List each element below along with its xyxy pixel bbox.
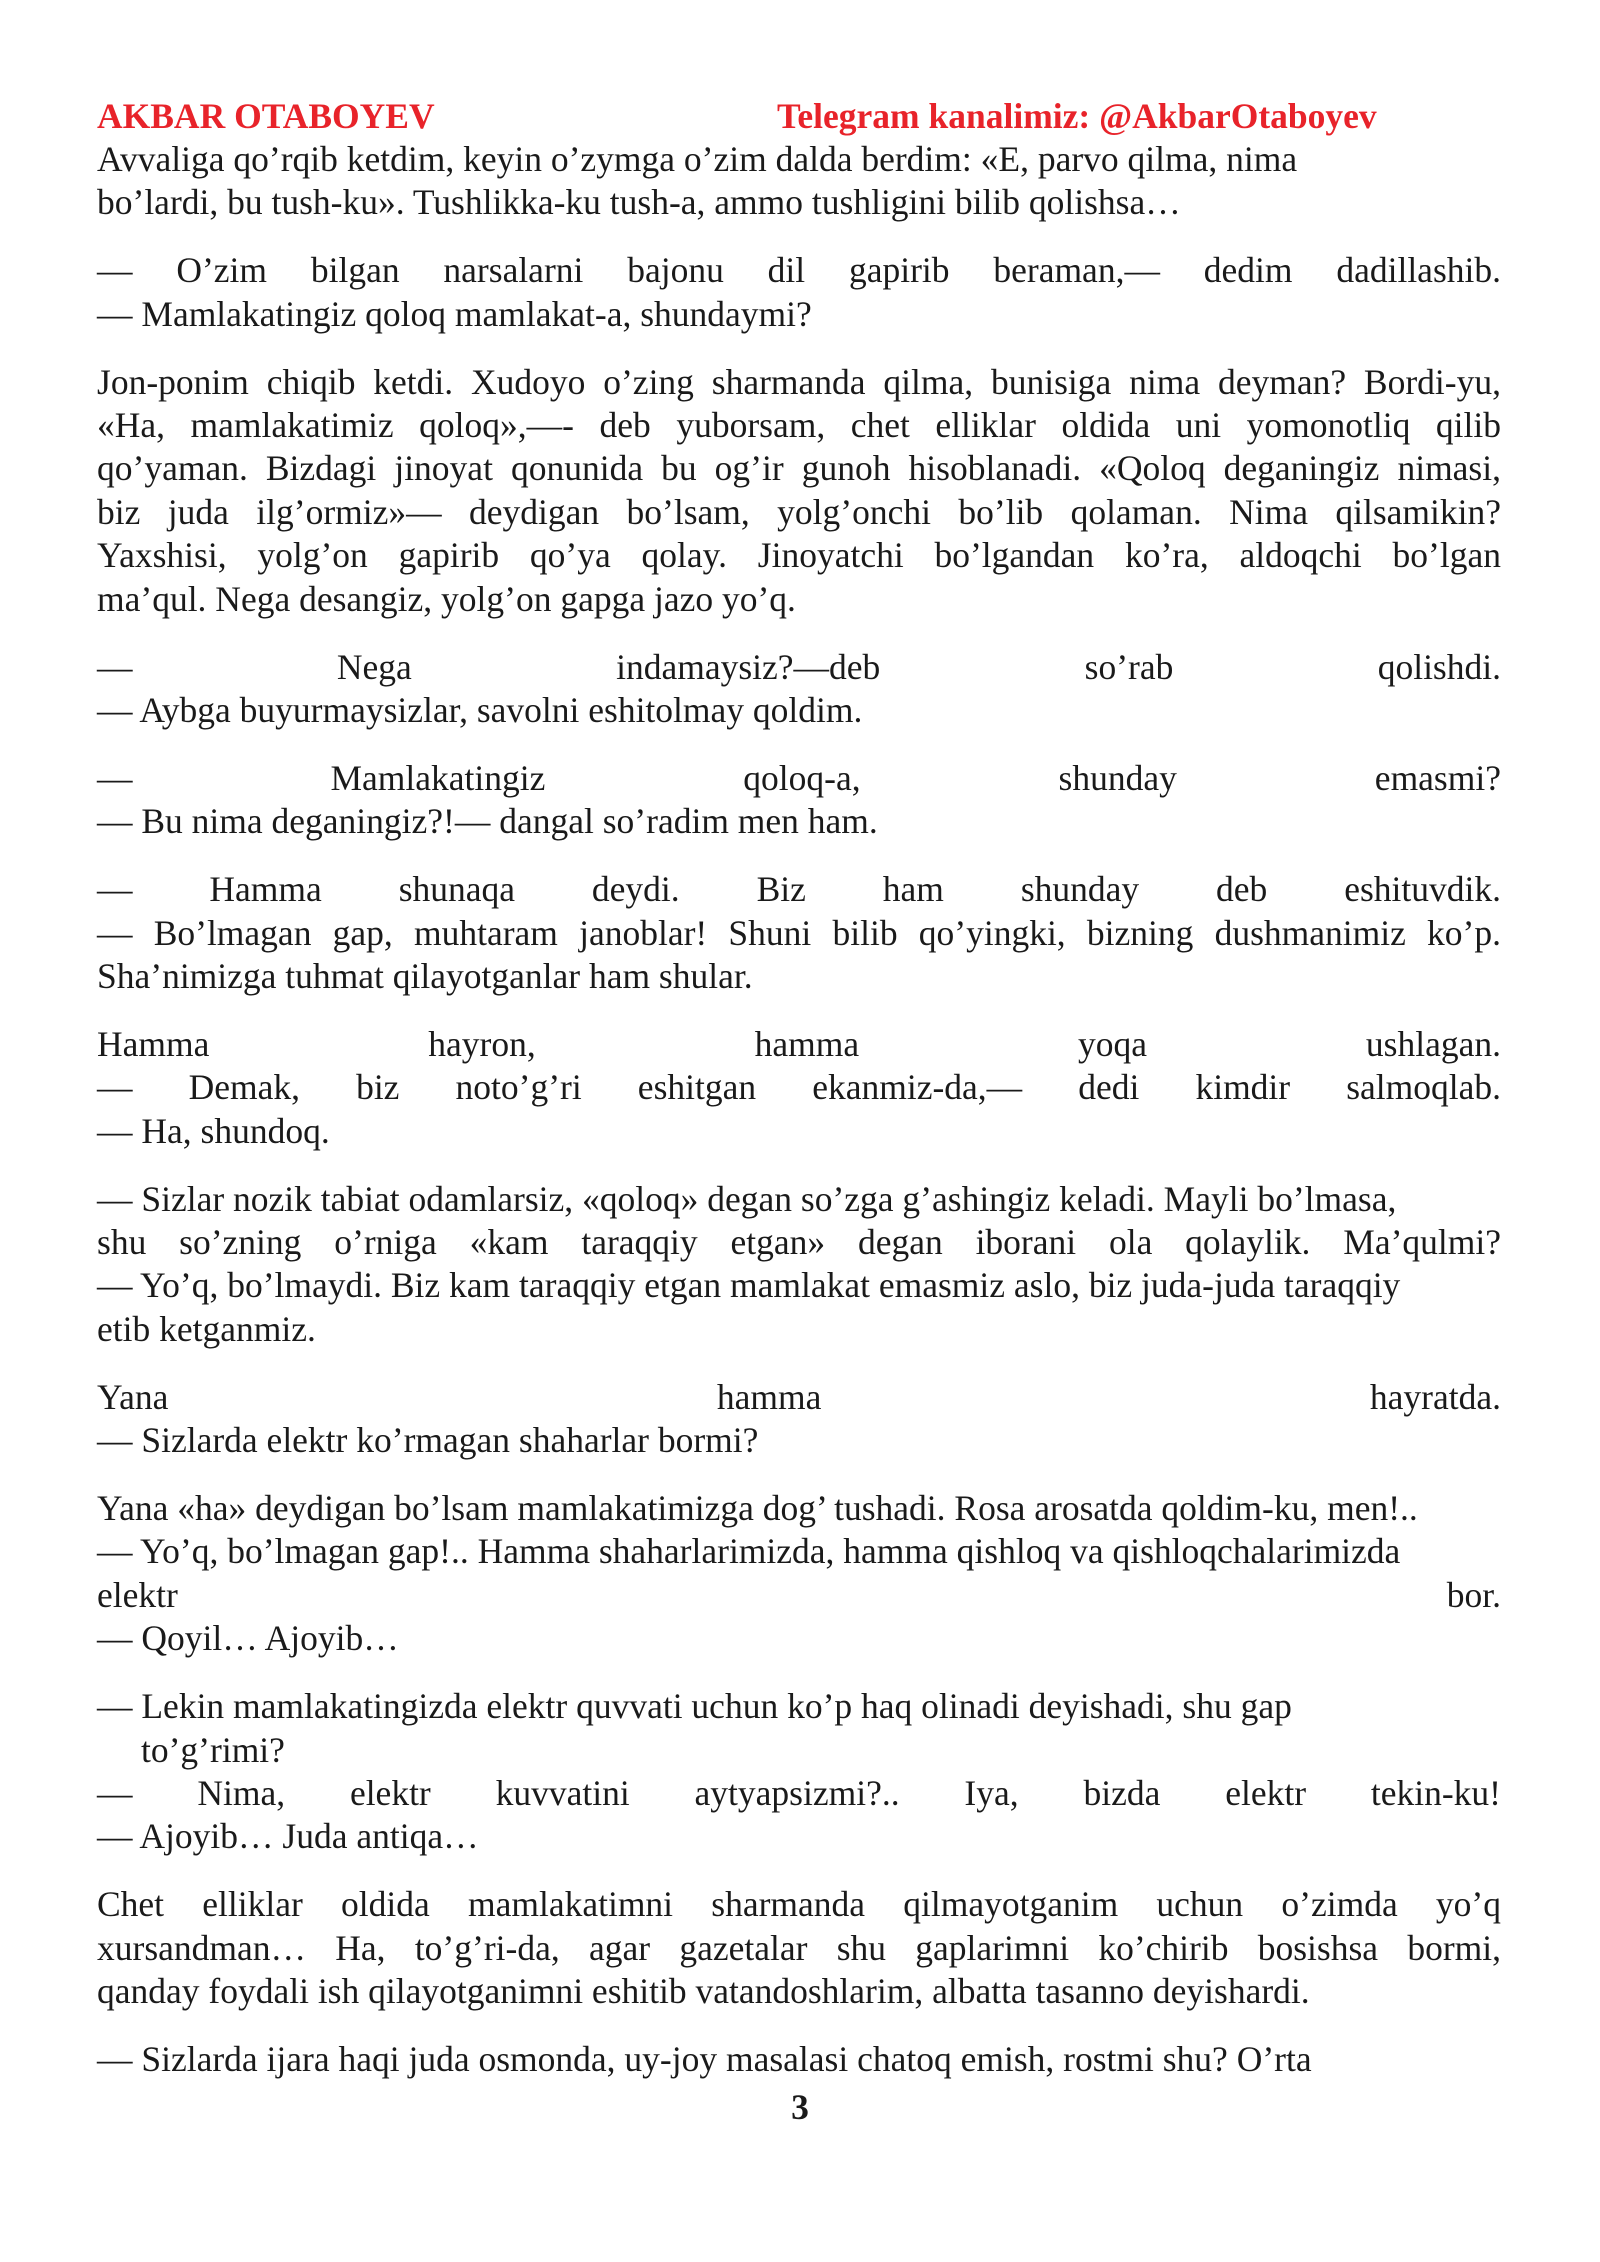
- text-line: — Ha, shundoq.: [97, 1110, 330, 1151]
- text-line: Avvaliga qo’rqib ketdim, keyin o’zymga o’zim dalda berdim: «E, parvo qilma, nima: [97, 139, 1298, 179]
- text-line: — Demak, biz noto’g’ri eshitgan ekanmiz-da,— dedi kimdir salmoqlab.: [97, 1067, 1501, 1108]
- text-line: bo’lardi, bu tush-ku». Tushlikka-ku tush-a, ammo tushligini bilib qolishsa…: [97, 182, 1181, 223]
- text-line: Sha’nimizga tuhmat qilayotganlar ham shular.: [97, 956, 753, 996]
- text-line: qanday foydali ish qilayotganimni eshitib vatandoshlarim, albatta tasanno deyishardi.: [97, 1971, 1310, 2012]
- text-line: — Lekin mamlakatingizda elektr quvvati uchun ko’p haq olinadi deyishadi, shu gap: [97, 1686, 1292, 1727]
- text-line: — Sizlar nozik tabiat odamlarsiz, «qoloq» degan so’zga g’ashingiz keladi. Mayli bo’lmasa,: [97, 1178, 1397, 1219]
- page-header: [97, 95, 1501, 138]
- text-line: — Yo’q, bo’lmagan gap!.. Hamma shaharlarimizda, hamma qishloq va qishloqchalarimizda: [97, 1531, 1401, 1572]
- text-line: Chet elliklar oldida mamlakatimni sharmanda qilmayotganim uchun o’zimda yo’q: [97, 1884, 1501, 1925]
- text-line: Jon-ponim chiqib ketdi. Xudoyo o’zing sharmanda qilma, bunisiga nima deyman? Bordi-yu,: [97, 361, 1501, 402]
- text-line: — Hamma shunaqa deydi. Biz ham shunday deb eshituvdik.: [97, 869, 1501, 910]
- text-line: — Bu nima deganingiz?!— dangal so’radim men ham.: [97, 801, 878, 842]
- text-line: xursandman… Ha, to’g’ri-da, agar gazetalar shu gaplarimni ko’chirib bosishsa bormi,: [97, 1927, 1501, 1968]
- text-line: — Ajoyib… Juda antiqa…: [97, 1816, 479, 1857]
- text-line: qo’yaman. Bizdagi jinoyat qonunida bu og’ir gunoh hisoblanadi. «Qoloq deganingiz nimasi,: [97, 448, 1501, 489]
- text-line: Yaxshisi, yolg’on gapirib qo’ya qolay. Jinoyatchi bo’lgandan ko’ra, aldoqchi bo’lgan: [97, 535, 1501, 576]
- page-number: 3: [791, 2087, 809, 2127]
- text-line: — Bo’lmagan gap, muhtaram janoblar! Shuni bilib qo’yingki, bizning dushmanimiz ko’p.: [97, 912, 1501, 953]
- text-line: Yana hamma hayratda.: [97, 1376, 1501, 1417]
- text-line: etib ketganmiz.: [97, 1308, 316, 1349]
- text-line: — Sizlarda elektr ko’rmagan shaharlar bormi?: [97, 1420, 759, 1461]
- text-line: — Qoyil… Ajoyib…: [97, 1618, 399, 1659]
- text-line: Yana «ha» deydigan bo’lsam mamlakatimizga dog’ tushadi. Rosa arosatda qoldim-ku, men!..: [97, 1488, 1418, 1529]
- text-line: — Nega indamaysiz?—deb so’rab qolishdi.: [97, 646, 1501, 687]
- text-line: — Yo’q, bo’lmaydi. Biz kam taraqqiy etgan mamlakat emasmiz aslo, biz juda-juda taraqqiy: [97, 1265, 1401, 1306]
- text-line: — Mamlakatingiz qoloq mamlakat-a, shundaymi?: [97, 293, 812, 334]
- text-line: ma’qul. Nega desangiz, yolg’on gapga jazo yo’q.: [97, 578, 796, 619]
- text-line: Hamma hayron, hamma yoqa ushlagan.: [97, 1023, 1501, 1064]
- text-line: — Sizlarda ijara haqi juda osmonda, uy-joy masalasi chatoq emish, rostmi shu? O’rta: [97, 2039, 1312, 2080]
- text-line: — O’zim bilgan narsalarni bajonu dil gapirib beraman,— dedim dadillashib.: [97, 250, 1501, 291]
- document-page: [97, 95, 1501, 2081]
- text-line: elektr bor.: [97, 1574, 1501, 1615]
- text-line: — Nima, elektr kuvvatini aytyapsizmi?.. Iya, bizda elektr tekin-ku!: [97, 1773, 1501, 1813]
- text-line: — Mamlakatingiz qoloq-a, shunday emasmi?: [97, 757, 1501, 798]
- text-line: to’g’rimi?: [141, 1729, 285, 1770]
- author-name: AKBAR OTABOYEV: [97, 96, 435, 136]
- text-line: «Ha, mamlakatimiz qoloq»,—- deb yuborsam, chet elliklar oldida uni yomonotliq qilib: [97, 405, 1501, 446]
- text-line: — Aybga buyurmaysizlar, savolni eshitolmay qoldim.: [97, 689, 863, 730]
- telegram-channel: Telegram kanalimiz: @AkbarOtaboyev: [777, 96, 1377, 136]
- text-line: biz juda ilg’ormiz»— deydigan bo’lsam, yolg’onchi bo’lib qolaman. Nima qilsamikin?: [97, 491, 1501, 532]
- text-line: shu so’zning o’rniga «kam taraqqiy etgan» degan iborani ola qolaylik. Ma’qulmi?: [97, 1222, 1501, 1263]
